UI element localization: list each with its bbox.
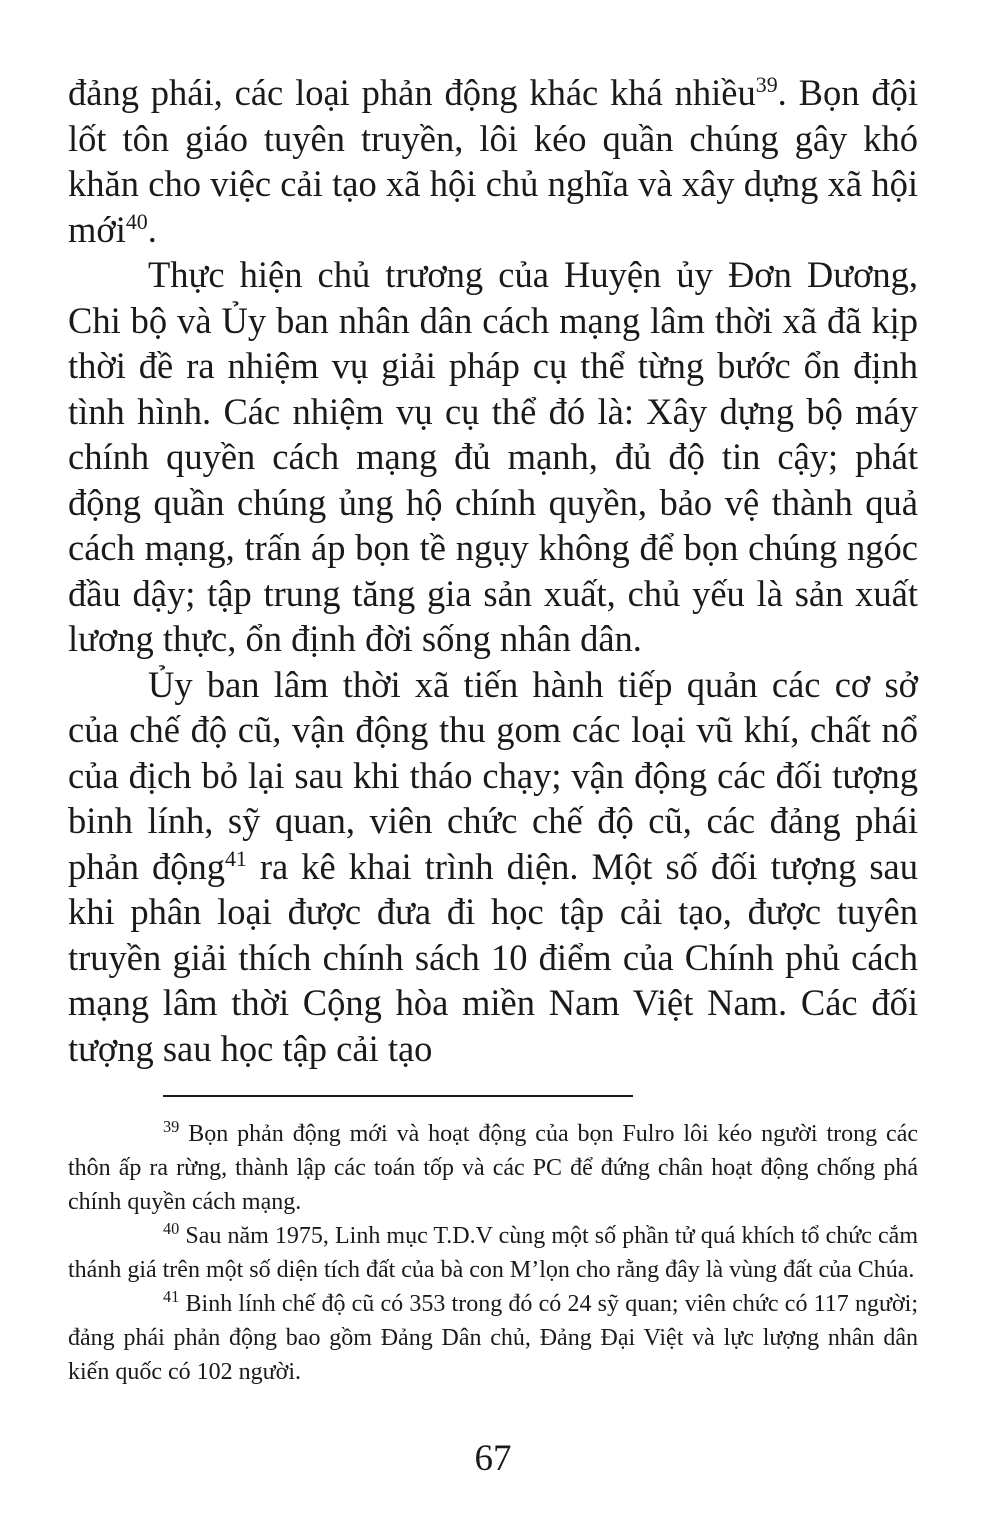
paragraph-continued [68, 70, 918, 252]
footnote-text: Binh lính chế độ cũ có 353 trong đó có 24 sỹ quan; viên chức có 117 người; đảng phái phản động bao gồm Đảng Dân chủ, Đảng Đại Việt và lực lượng nhân dân kiến quốc có 102 người. [68, 1291, 918, 1385]
page-number: 67 [474, 1438, 512, 1479]
footnotes [68, 1117, 918, 1389]
footnote-ref-39: 39 [755, 71, 778, 97]
paragraph-text: ra kê khai trình diện. Một số đối tượng sau khi phân loại được đưa đi học tập cải tạo, được tuyên truyền giải thích chính sách 10 điểm của Chính phủ cách mạng lâm thời Cộng hòa miền Nam Việt Nam. Các đối tượng sau học tập cải tạo [68, 845, 919, 1069]
footnote-text: Bọn phản động mới và hoạt động của bọn Fulro lôi kéo người trong các thôn ấp ra rừng, thành lập các toán tốp và các PC để đứng chân hoạt động chống phá chính quyền cách mạng. [68, 1121, 918, 1215]
footnote-number: 41 [163, 1287, 180, 1306]
footnote-ref-41: 41 [224, 845, 247, 871]
paragraph-text: . [147, 208, 157, 250]
paragraph-text: . Bọn đội lốt tôn giáo tuyên truyền, lôi kéo quần chúng gây khó khăn cho việc cải tạo xã hội chủ nghĩa và xây dựng xã hội mới [68, 72, 918, 250]
footnote-39 [68, 1117, 918, 1219]
footnote-ref-40: 40 [125, 208, 148, 234]
footnote-divider [163, 1095, 633, 1097]
footnote-text: Sau năm 1975, Linh mục T.D.V cùng một số phần tử quá khích tổ chức cắm thánh giá trên một số diện tích đất của bà con M’lọn cho rằng đây là vùng đất của Chúa. [68, 1223, 918, 1283]
footnote-number: 40 [163, 1219, 180, 1238]
paragraph: Thực hiện chủ trương của Huyện ủy Đơn Dương, Chi bộ và Ủy ban nhân dân cách mạng lâm thời xã đã kịp thời đề ra nhiệm vụ giải pháp cụ thể từng bước ổn định tình hình. Các nhiệm vụ cụ thể đó là: Xây dựng bộ máy chính quyền cách mạng đủ mạnh, đủ độ tin cậy; phát động quần chúng ủng hộ chính quyền, bảo vệ thành quả cách mạng, trấn áp bọn tề ngụy không để bọn chúng ngóc đầu dậy; tập trung tăng gia sản xuất, chủ yếu là sản xuất lương thực, ổn định đời sống nhân dân. [68, 254, 918, 659]
book-page [68, 70, 919, 1479]
main-text [68, 70, 918, 1071]
paragraph [68, 662, 918, 1072]
paragraph-text: Ủy ban lâm thời xã tiến hành tiếp quản các cơ sở của chế độ cũ, vận động thu gom các loại vũ khí, chất nổ của địch bỏ lại sau khi tháo chạy; vận động các đối tượng binh lính, sỹ quan, viên chức chế độ cũ, các đảng phái phản động [68, 663, 918, 887]
footnote-40 [68, 1219, 918, 1287]
footnote-41 [68, 1287, 918, 1389]
paragraph-text: đảng phái, các loại phản động khác khá nhiều [68, 72, 756, 113]
footnote-number: 39 [163, 1117, 180, 1136]
